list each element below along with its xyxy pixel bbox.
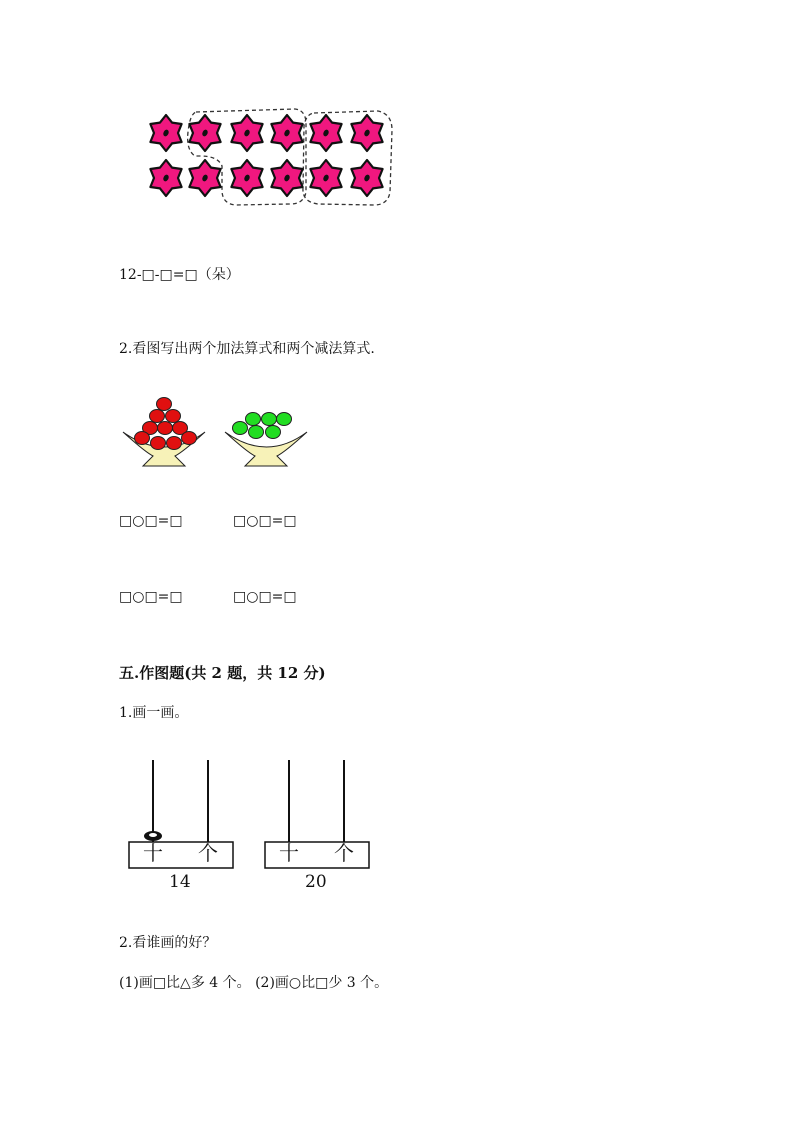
section-5-heading: 五.作图题(共 2 题，共 12 分) — [119, 664, 326, 682]
abacus-1-number: 14 — [169, 872, 191, 892]
abacus-2-number: 20 — [305, 872, 327, 892]
blank-equation-2: □○□=□ — [233, 513, 297, 529]
abacus-1-bead-highlight — [149, 833, 157, 837]
blank-equation-3: □○□=□ — [119, 589, 183, 605]
flower-equation: 12-□-□=□（朵） — [119, 267, 240, 283]
abacus-2-tens-label: 十 — [279, 841, 299, 865]
abacus-1-tens-label: 十 — [143, 841, 163, 865]
abacus-1-ones-label: 个 — [198, 841, 218, 865]
question-2-title: 2.看图写出两个加法算式和两个减法算式. — [119, 341, 375, 357]
section-5-question-2-title: 2.看谁画的好？ — [119, 935, 217, 951]
section-5-question-2-tasks: (1)画□比△多 4 个。 (2)画○比□少 3 个。 — [119, 975, 389, 991]
abacus-2-ones-label: 个 — [334, 841, 354, 865]
blank-equation-4: □○□=□ — [233, 589, 297, 605]
blank-equation-1: □○□=□ — [119, 513, 183, 529]
section-5-question-1-title: 1.画一画。 — [119, 705, 189, 721]
